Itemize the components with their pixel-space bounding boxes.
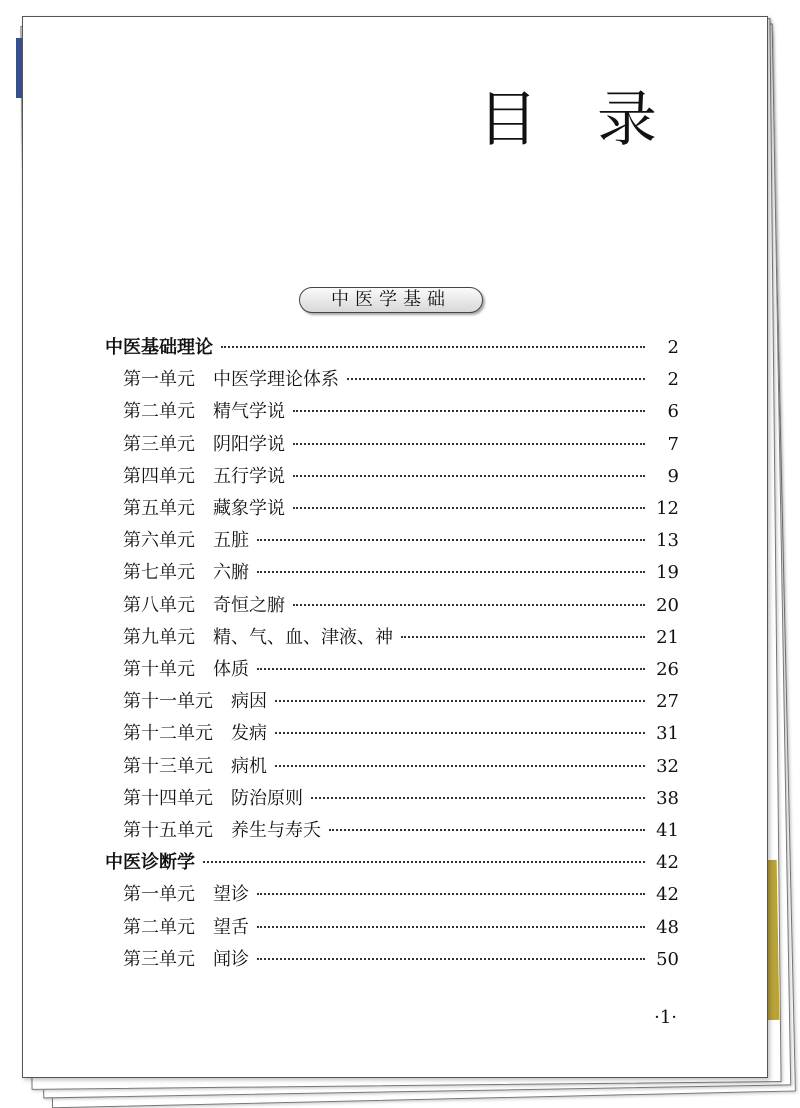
toc-unit-entry[interactable] [123, 913, 679, 941]
toc-unit-entry[interactable] [123, 591, 679, 619]
toc-entry-label: 中医基础理论 [105, 337, 213, 358]
dot-leader [347, 378, 645, 380]
toc-entry-label: 第十一单元 病因 [123, 691, 267, 713]
toc-entry-page: 38 [656, 787, 679, 809]
dot-leader [293, 443, 645, 445]
toc-entry-page: 13 [656, 530, 679, 552]
dot-leader [275, 700, 645, 702]
toc-entry-label: 中医诊断学 [105, 852, 195, 874]
dot-leader [257, 571, 645, 573]
toc-unit-entry[interactable] [123, 526, 679, 554]
toc-unit-entry[interactable] [123, 462, 679, 490]
toc-entry-label: 第十单元 体质 [123, 659, 249, 680]
toc-entry-page: 2 [667, 337, 679, 358]
dot-leader [293, 604, 645, 606]
dot-leader [257, 958, 645, 960]
toc-entry-label: 第三单元 阴阳学说 [123, 433, 285, 455]
document-page [22, 16, 768, 1078]
toc-entry-page: 9 [667, 465, 679, 487]
toc-unit-entry[interactable] [123, 397, 679, 425]
toc-entry-label: 第十四单元 防治原则 [123, 787, 303, 809]
toc-unit-entry[interactable] [123, 752, 679, 780]
toc-unit-entry[interactable] [123, 945, 679, 973]
toc-unit-entry[interactable] [123, 558, 679, 586]
toc-entry-page: 7 [667, 433, 679, 455]
toc-entry-page: 31 [656, 723, 679, 745]
toc-unit-entry[interactable] [123, 430, 679, 458]
dot-leader [203, 861, 645, 863]
dot-leader [257, 926, 645, 928]
toc-entry-page: 48 [656, 916, 679, 938]
toc-entry-label: 第一单元 中医学理论体系 [123, 369, 339, 391]
toc-unit-entry[interactable] [123, 494, 679, 522]
toc-entry-label: 第一单元 望诊 [123, 884, 249, 906]
toc-unit-entry[interactable] [123, 816, 679, 844]
toc-entry-label: 第三单元 闻诊 [123, 948, 249, 970]
toc-entry-page: 27 [656, 691, 679, 713]
toc-chapter-entry[interactable] [105, 848, 679, 876]
toc-entry-label: 第四单元 五行学说 [123, 465, 285, 487]
dot-leader [293, 507, 645, 509]
dot-leader [401, 636, 645, 638]
toc-unit-entry[interactable] [123, 719, 679, 747]
dot-leader [257, 893, 645, 895]
dot-leader [257, 539, 645, 541]
toc-entry-label: 第七单元 六腑 [123, 562, 249, 584]
toc-entry-page: 42 [656, 884, 679, 906]
dot-leader [293, 475, 645, 477]
toc-entry-label: 第二单元 精气学说 [123, 401, 285, 423]
dot-leader [293, 410, 645, 412]
dot-leader [275, 765, 645, 767]
dot-leader [275, 732, 645, 734]
toc-entry-page: 50 [656, 948, 679, 970]
toc-entry-label: 第九单元 精、气、血、津液、神 [123, 626, 393, 648]
toc-entry-page: 26 [656, 659, 679, 680]
toc-entry-label: 第六单元 五脏 [123, 530, 249, 552]
toc-entry-page: 2 [667, 369, 679, 391]
toc-unit-entry[interactable] [123, 687, 679, 715]
toc-chapter-entry[interactable] [105, 333, 679, 361]
toc-entry-label: 第二单元 望舌 [123, 916, 249, 938]
dot-leader [311, 797, 645, 799]
section-heading: 中医学基础 [299, 287, 483, 313]
toc-entry-page: 41 [656, 820, 679, 841]
toc-entry-label: 第十三单元 病机 [123, 755, 267, 777]
toc-unit-entry[interactable] [123, 880, 679, 908]
page-title: 目 录 [477, 85, 677, 155]
toc-entry-page: 19 [656, 562, 679, 584]
toc-entry-label: 第八单元 奇恒之腑 [123, 594, 285, 616]
page-number: ·1· [654, 1007, 677, 1028]
toc-entry-label: 第十二单元 发病 [123, 723, 267, 745]
toc-entry-page: 6 [667, 401, 679, 423]
toc-entry-page: 20 [656, 594, 679, 616]
toc-entry-page: 12 [656, 498, 679, 519]
toc-entry-page: 32 [656, 755, 679, 777]
toc-unit-entry[interactable] [123, 365, 679, 393]
toc-unit-entry[interactable] [123, 655, 679, 683]
toc-entry-page: 42 [656, 852, 679, 874]
toc-entry-label: 第五单元 藏象学说 [123, 498, 285, 519]
toc-unit-entry[interactable] [123, 784, 679, 812]
toc-entry-label: 第十五单元 养生与寿夭 [123, 820, 321, 841]
dot-leader [257, 668, 645, 670]
dot-leader [221, 346, 645, 348]
dot-leader [329, 829, 645, 831]
toc-unit-entry[interactable] [123, 623, 679, 651]
toc-entry-page: 21 [656, 626, 679, 648]
